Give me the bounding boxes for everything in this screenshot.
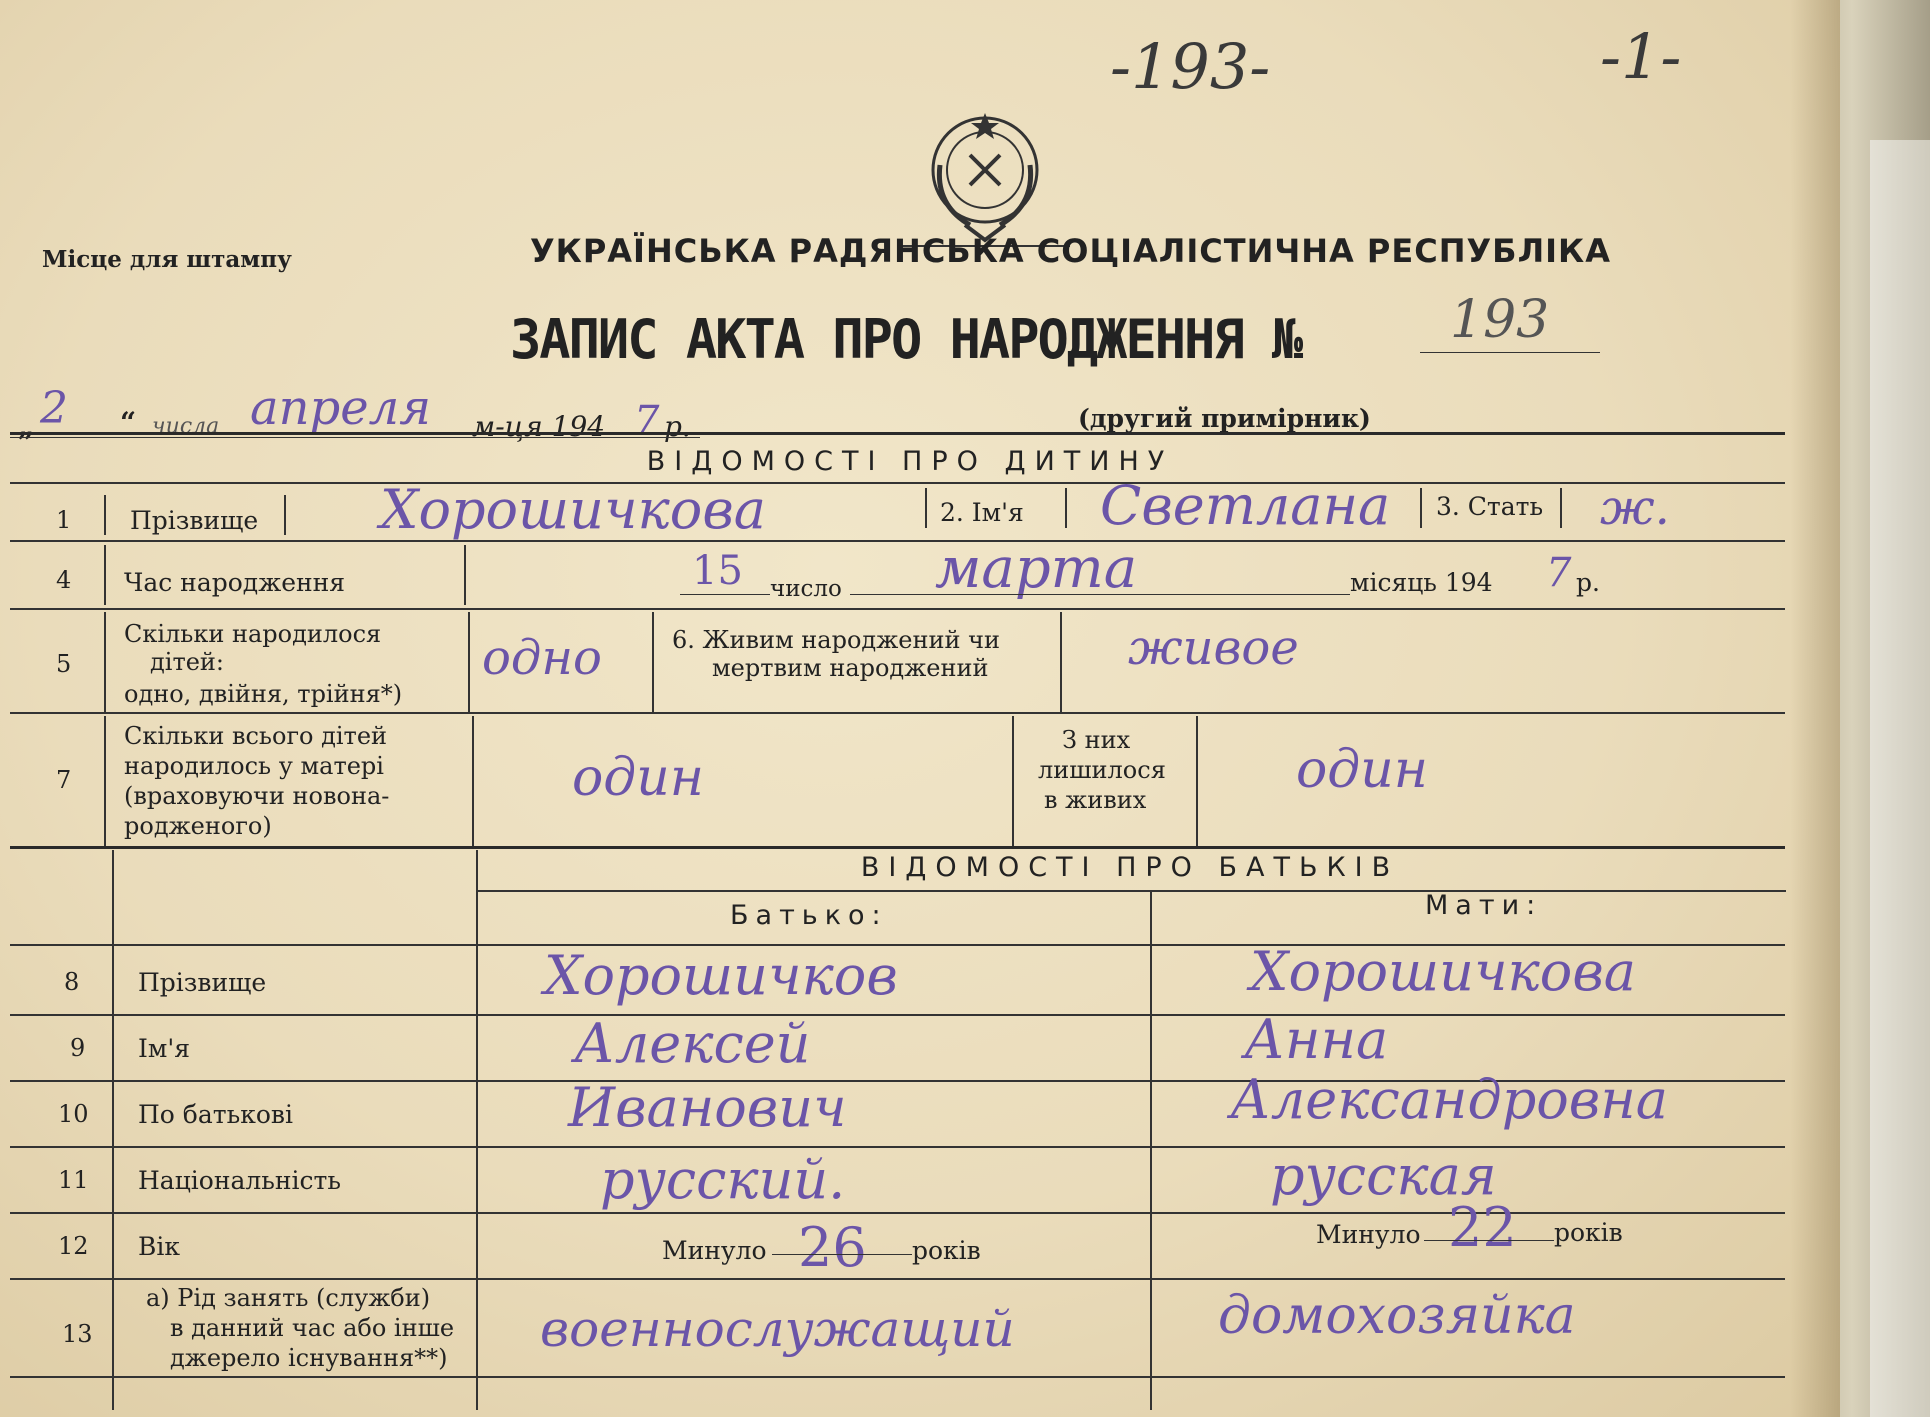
form-title: ЗАПИС АКТА ПРО НАРОДЖЕННЯ № bbox=[510, 308, 1302, 372]
archive-number: -193- bbox=[1110, 30, 1271, 103]
row4-day-underline bbox=[680, 594, 770, 595]
row4-month-word: місяць 194 bbox=[1350, 568, 1493, 597]
children-count-value: одно bbox=[482, 630, 602, 686]
republic-title: УКРАЇНСЬКА РАДЯНСЬКА СОЦІАЛІСТИЧНА РЕСПУБЛІКА bbox=[530, 232, 1611, 270]
row7-alive-label-line3: в живих bbox=[1044, 786, 1147, 814]
row12-bottom bbox=[10, 1278, 1785, 1280]
row5-label-divider bbox=[468, 612, 470, 712]
row1-name-value-divider bbox=[1420, 488, 1422, 528]
row5-label-line3: одно, двійня, трійня*) bbox=[124, 680, 403, 708]
row11-number: 11 bbox=[58, 1166, 89, 1194]
child-sex-value: ж. bbox=[1600, 480, 1670, 536]
row1-name-divider bbox=[1065, 488, 1067, 528]
row4-year-suffix: р. bbox=[1576, 568, 1600, 597]
parents-heading-bottom bbox=[476, 890, 1786, 892]
date-month-value: апреля bbox=[250, 380, 432, 436]
row5-live-divider bbox=[1060, 612, 1062, 712]
record-number-value: 193 bbox=[1450, 290, 1550, 350]
row5-num-divider bbox=[104, 612, 106, 712]
row1-sex-label: 3. Стать bbox=[1436, 492, 1544, 521]
row7-bottom bbox=[10, 846, 1785, 849]
row7-label-line3: (враховуючи новона- bbox=[124, 782, 390, 810]
row4-label: Час народження bbox=[124, 568, 346, 597]
row5-value-divider bbox=[652, 612, 654, 712]
row1-name-label: 2. Ім'я bbox=[940, 498, 1024, 527]
birth-year-digit: 7 bbox=[1546, 550, 1572, 596]
row7-label-line2: народилось у матері bbox=[124, 752, 384, 780]
child-surname-value: Хорошичкова bbox=[380, 478, 766, 541]
row9-label: Ім'я bbox=[138, 1034, 190, 1063]
row7-alive-divider bbox=[1196, 716, 1198, 846]
child-section-heading: ВІДОМОСТІ ПРО ДИТИНУ bbox=[646, 446, 1174, 477]
stamp-place-label: Місце для штампу bbox=[42, 246, 292, 273]
mother-nationality-value: русская bbox=[1270, 1144, 1497, 1207]
mother-heading: Мати: bbox=[1425, 890, 1543, 921]
row11-bottom bbox=[10, 1212, 1785, 1214]
row1-surname-label: Прізвище bbox=[130, 506, 259, 535]
mother-age-passed-word: Минуло bbox=[1316, 1220, 1421, 1249]
row7-label-line1: Скільки всього дітей bbox=[124, 722, 388, 750]
row13-bottom bbox=[10, 1376, 1785, 1378]
table-top-border bbox=[10, 432, 1785, 435]
row7-num-divider bbox=[104, 716, 106, 846]
sheet-number: -1- bbox=[1600, 20, 1682, 93]
record-number-line bbox=[1420, 352, 1600, 353]
row1-num-divider bbox=[104, 495, 106, 535]
father-age-value: 26 bbox=[798, 1216, 867, 1279]
row9-number: 9 bbox=[70, 1034, 86, 1062]
row7-label-divider bbox=[472, 716, 474, 846]
father-age-years-word: років bbox=[912, 1236, 981, 1265]
row8-label: Прізвище bbox=[138, 968, 267, 997]
mother-age-underline bbox=[1424, 1240, 1554, 1241]
alive-children-value: один bbox=[1296, 740, 1429, 800]
live-birth-value: живое bbox=[1128, 620, 1299, 676]
mother-age-value: 22 bbox=[1448, 1196, 1517, 1259]
birth-day-value: 15 bbox=[692, 548, 743, 594]
father-surname-value: Хорошичков bbox=[544, 944, 898, 1007]
row7-label-line4: родженого) bbox=[124, 812, 272, 840]
row4-number: 4 bbox=[56, 566, 72, 594]
parents-label-divider bbox=[476, 850, 478, 1410]
row1-bottom bbox=[10, 540, 1785, 542]
date-quote-close: “ bbox=[120, 406, 137, 439]
father-heading: Батько: bbox=[730, 900, 888, 931]
total-children-value: один bbox=[572, 748, 705, 808]
row10-label: По батькові bbox=[138, 1100, 293, 1129]
row4-bottom bbox=[10, 608, 1785, 610]
row7-alive-label-line2: лишилося bbox=[1038, 756, 1166, 784]
row5-live-label-line1: 6. Живим народжений чи bbox=[672, 626, 1000, 654]
row5-live-label-line2: мертвим народжений bbox=[712, 654, 989, 682]
date-year-suffix: р. bbox=[664, 410, 691, 443]
mother-patronymic-value: Александровна bbox=[1230, 1068, 1668, 1131]
row5-bottom bbox=[10, 712, 1785, 714]
underlying-sheet-edge bbox=[1870, 140, 1930, 1417]
father-age-underline bbox=[772, 1254, 912, 1255]
date-quote-open: „ bbox=[18, 410, 35, 443]
row7-value-divider bbox=[1012, 716, 1014, 846]
row5-label-line2: дітей: bbox=[150, 648, 225, 676]
mother-name-value: Анна bbox=[1244, 1008, 1389, 1071]
father-occupation-value: военнослужащий bbox=[540, 1300, 1015, 1358]
row1-number: 1 bbox=[56, 506, 72, 534]
row13-label-line2: в данний час або інше bbox=[170, 1314, 455, 1342]
row11-label: Національність bbox=[138, 1166, 341, 1195]
parents-section-heading: ВІДОМОСТІ ПРО БАТЬКІВ bbox=[860, 852, 1400, 883]
row1-label-divider bbox=[284, 495, 286, 535]
row10-number: 10 bbox=[58, 1100, 89, 1128]
mother-surname-value: Хорошичкова bbox=[1250, 940, 1636, 1003]
child-heading-bottom bbox=[10, 482, 1785, 484]
mother-occupation-value: домохозяйка bbox=[1218, 1286, 1576, 1346]
father-patronymic-value: Иванович bbox=[568, 1076, 847, 1139]
date-underline bbox=[10, 437, 700, 438]
birth-month-value: марта bbox=[935, 536, 1138, 601]
row8-number: 8 bbox=[64, 968, 80, 996]
row1-sex-divider bbox=[1560, 488, 1562, 528]
date-year-digit: 7 bbox=[634, 398, 660, 444]
row12-label: Вік bbox=[138, 1232, 180, 1261]
father-age-passed-word: Минуло bbox=[662, 1236, 767, 1265]
row10-bottom bbox=[10, 1146, 1785, 1148]
father-name-value: Алексей bbox=[574, 1012, 811, 1075]
row4-month-underline bbox=[850, 594, 1350, 595]
row4-label-divider bbox=[464, 545, 466, 605]
row13-label-line3: джерело існування**) bbox=[170, 1344, 448, 1372]
row4-num-divider bbox=[104, 545, 106, 605]
paper-edge-shadow bbox=[1790, 0, 1840, 1417]
row7-alive-label-line1: З них bbox=[1062, 726, 1131, 754]
father-mother-divider bbox=[1150, 890, 1152, 1410]
row7-number: 7 bbox=[56, 766, 72, 794]
row8-bottom bbox=[10, 1014, 1785, 1016]
date-month-word: м-ця 194 bbox=[472, 410, 606, 443]
child-name-value: Светлана bbox=[1100, 474, 1391, 537]
parents-num-divider bbox=[112, 850, 114, 1410]
row13-label-line1: а) Рід занять (служби) bbox=[146, 1284, 431, 1312]
father-nationality-value: русский. bbox=[600, 1148, 846, 1211]
row5-label-line1: Скільки народилося bbox=[124, 620, 382, 648]
row13-number: 13 bbox=[62, 1320, 93, 1348]
row12-number: 12 bbox=[58, 1232, 89, 1260]
state-emblem-icon bbox=[920, 105, 1050, 245]
mother-age-years-word: років bbox=[1554, 1218, 1623, 1247]
copy-note: (другий примірник) bbox=[1078, 404, 1371, 433]
date-day-value: 2 bbox=[40, 383, 68, 434]
row5-number: 5 bbox=[56, 650, 72, 678]
row4-day-word: число bbox=[770, 576, 842, 602]
row1-surname-divider bbox=[925, 488, 927, 528]
date-day-word: числа bbox=[152, 414, 220, 439]
